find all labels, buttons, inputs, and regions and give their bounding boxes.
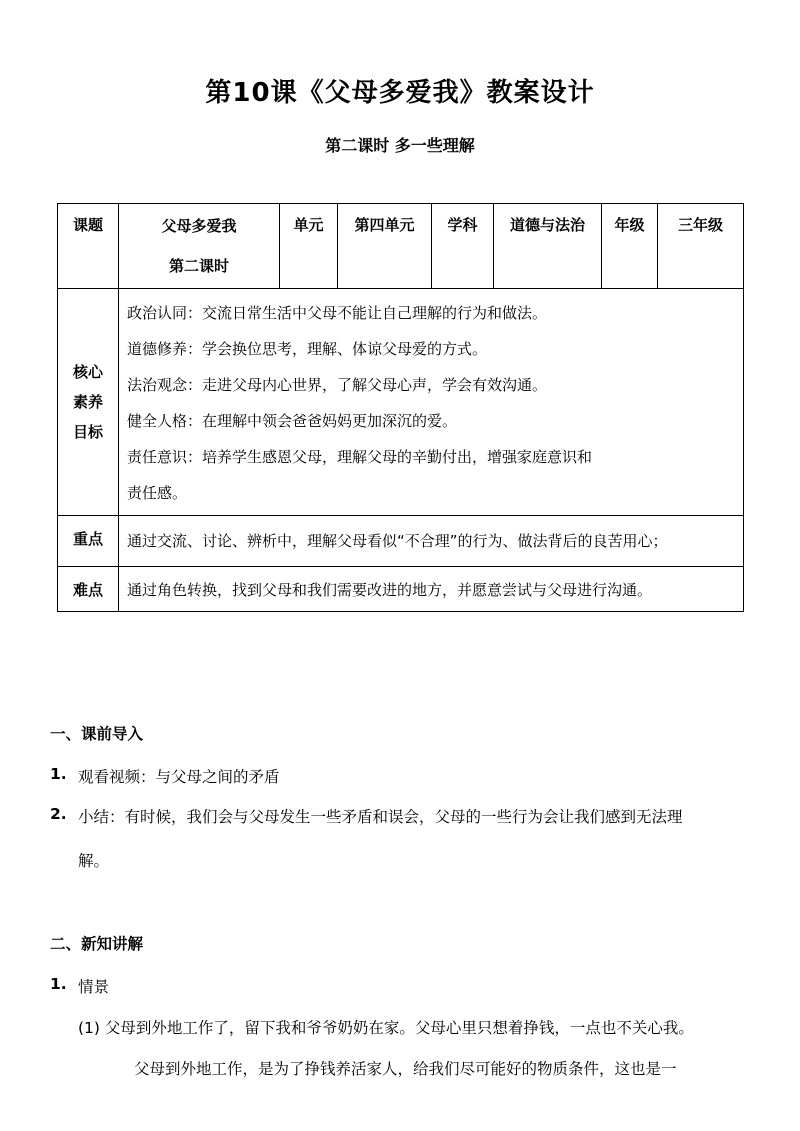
goal-item: 道德修养：学会换位思考，理解、体谅父母爱的方式。 [127, 340, 488, 358]
list-item: 2. 小结：有时候，我们会与父母发生一些矛盾和误会，父母的一些行为会让我们感到无法理 [50, 805, 683, 826]
lesson-value-line1: 父母多爱我 [161, 217, 237, 235]
core-label-line1: 核心 [72, 363, 103, 381]
section-new-knowledge-heading: 二、新知讲解 [50, 935, 144, 953]
key-point-label: 重点 [58, 516, 119, 567]
difficulty-label: 难点 [58, 567, 119, 612]
goal-item: 责任感。 [127, 484, 188, 502]
goal-item: 政治认同：交流日常生活中父母不能让自己理解的行为和做法。 [127, 304, 548, 322]
page-title: 第10课《父母多爱我》教案设计 [205, 78, 595, 108]
list-item: 1. 观看视频：与父母之间的矛盾 [50, 765, 280, 786]
scenario-explanation: 父母到外地工作，是为了挣钱养活家人，给我们尽可能好的物质条件，这也是一 [134, 1060, 677, 1078]
core-goals-label [58, 289, 119, 516]
lesson-info-table [57, 203, 744, 612]
subject-value: 道德与法治 [494, 204, 602, 289]
goal-item: 法治观念：走进父母内心世界，了解父母心声，学会有效沟通。 [127, 376, 548, 394]
grade-label: 年级 [602, 204, 658, 289]
difficulty-text: 通过角色转换，找到父母和我们需要改进的地方，并愿意尝试与父母进行沟通。 [119, 567, 744, 612]
grade-value: 三年级 [658, 204, 744, 289]
key-point-row [58, 516, 744, 567]
unit-value: 第四单元 [338, 204, 432, 289]
scenario-item: (1) 父母到外地工作了，留下我和爷爷奶奶在家。父母心里只想着挣钱，一点也不关心我。 [78, 1019, 694, 1037]
core-label-line3: 目标 [72, 423, 103, 441]
list-item: 1. 情景 [50, 975, 110, 996]
unit-label: 单元 [280, 204, 338, 289]
core-label-line2: 素养 [72, 393, 103, 411]
core-goals-row [58, 289, 744, 516]
goal-item: 责任意识：培养学生感恩父母，理解父母的辛勤付出，增强家庭意识和 [127, 448, 593, 466]
goal-item: 健全人格：在理解中领会爸爸妈妈更加深沉的爱。 [127, 412, 458, 430]
core-goals-list [119, 289, 744, 516]
lesson-label: 课题 [58, 204, 119, 289]
page-subtitle: 第二课时 多一些理解 [325, 136, 475, 155]
list-item-continuation: 解。 [78, 852, 110, 870]
difficulty-row [58, 567, 744, 612]
subject-label: 学科 [432, 204, 494, 289]
lesson-value-line2: 第二课时 [168, 257, 229, 275]
table-header-row [58, 204, 744, 289]
section-pre-class-heading: 一、课前导入 [50, 725, 144, 743]
key-point-text: 通过交流、讨论、辨析中，理解父母看似“不合理”的行为、做法背后的良苦用心； [119, 516, 744, 567]
lesson-value [119, 204, 280, 289]
